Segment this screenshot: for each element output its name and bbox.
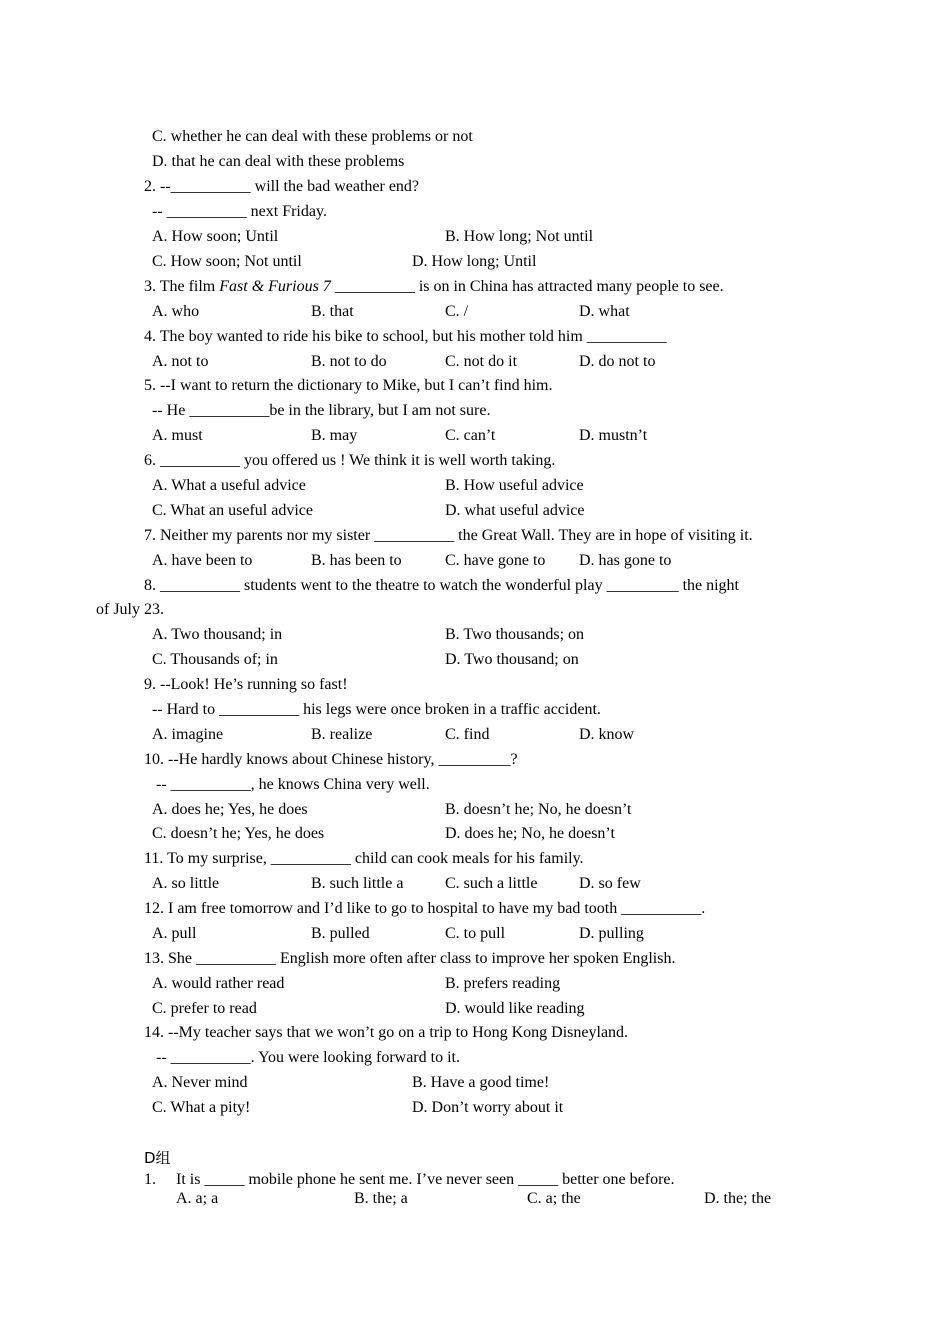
q13-option-c: C. prefer to read — [152, 1000, 257, 1017]
q12-option-c: C. to pull — [445, 925, 506, 942]
q11-option-d: D. so few — [579, 875, 641, 892]
question-9: 9. --Look! He’s running so fast! — [144, 676, 348, 693]
q9-option-a: A. imagine — [152, 726, 224, 743]
q7-option-c: C. have gone to — [445, 552, 546, 569]
q5-option-b: B. may — [311, 427, 358, 444]
q2-option-b: B. How long; Not until — [445, 228, 594, 245]
question-10: 10. --He hardly knows about Chinese history, _________? — [144, 751, 518, 768]
question-6: 6. __________ you offered us ! We think it is well worth taking. — [144, 452, 556, 469]
q9-option-d: D. know — [579, 726, 635, 743]
q5-option-d: D. mustn’t — [579, 427, 648, 444]
question-14: 14. --My teacher says that we won’t go on a trip to Hong Kong Disneyland. — [144, 1024, 629, 1041]
q8-option-b: B. Two thousands; on — [445, 626, 585, 643]
question-2-response: -- __________ next Friday. — [152, 203, 327, 220]
q12-option-b: B. pulled — [311, 925, 370, 942]
section-d-q1-option-a: A. a; a — [176, 1190, 219, 1207]
q10-option-b: B. doesn’t he; No, he doesn’t — [445, 801, 632, 818]
section-d-q1-option-b: B. the; a — [354, 1190, 408, 1207]
question-8: 8. __________ students went to the theatre to watch the wonderful play _________ the night — [144, 577, 739, 594]
option-c: C. whether he can deal with these problems or not — [152, 128, 473, 145]
q6-option-c: C. What an useful advice — [152, 502, 313, 519]
q3-suffix: __________ is on in China has attracted many people to see. — [330, 278, 724, 295]
q3-option-d: D. what — [579, 303, 630, 320]
q14-option-b: B. Have a good time! — [412, 1074, 550, 1091]
question-10-response: -- __________, he knows China very well. — [156, 776, 430, 793]
q8-option-c: C. Thousands of; in — [152, 651, 278, 668]
q8-option-a: A. Two thousand; in — [152, 626, 283, 643]
q13-option-a: A. would rather read — [152, 975, 285, 992]
section-d-q1-option-c: C. a; the — [527, 1190, 581, 1207]
question-4: 4. The boy wanted to ride his bike to school, but his mother told him __________ — [144, 328, 667, 345]
q14-option-c: C. What a pity! — [152, 1099, 251, 1116]
section-d-q1-text: It is _____ mobile phone he sent me. I’ve never seen _____ better one before. — [176, 1171, 675, 1188]
section-d-q1-option-d: D. the; the — [704, 1190, 772, 1207]
q2-option-a: A. How soon; Until — [152, 228, 279, 245]
q4-option-c: C. not do it — [445, 353, 518, 370]
question-2: 2. --__________ will the bad weather end? — [144, 178, 420, 195]
q4-option-d: D. do not to — [579, 353, 656, 370]
section-d-q1-number: 1. — [144, 1171, 156, 1188]
q7-option-b: B. has been to — [311, 552, 402, 569]
q2-option-c: C. How soon; Not until — [152, 253, 302, 270]
q10-option-a: A. does he; Yes, he does — [152, 801, 308, 818]
q3-film-title: Fast & Furious 7 — [219, 278, 331, 295]
q5-option-a: A. must — [152, 427, 203, 444]
question-3 — [144, 277, 724, 297]
q7-option-d: D. has gone to — [579, 552, 672, 569]
q13-option-b: B. prefers reading — [445, 975, 561, 992]
q6-option-a: A. What a useful advice — [152, 477, 306, 494]
q3-option-a: A. who — [152, 303, 200, 320]
q4-option-a: A. not to — [152, 353, 209, 370]
question-14-response: -- __________. You were looking forward to it. — [156, 1049, 460, 1066]
q3-option-c: C. / — [445, 303, 469, 320]
question-5: 5. --I want to return the dictionary to Mike, but I can’t find him. — [144, 377, 553, 394]
q9-option-c: C. find — [445, 726, 490, 743]
question-12: 12. I am free tomorrow and I’d like to go to hospital to have my bad tooth __________. — [144, 900, 706, 917]
question-5-response: -- He __________be in the library, but I am not sure. — [152, 402, 491, 419]
q3-option-b: B. that — [311, 303, 354, 320]
q9-option-b: B. realize — [311, 726, 373, 743]
q14-option-a: A. Never mind — [152, 1074, 248, 1091]
q3-prefix: 3. The film — [144, 278, 220, 295]
q10-option-d: D. does he; No, he doesn’t — [445, 825, 615, 842]
q12-option-a: A. pull — [152, 925, 197, 942]
q11-option-c: C. such a little — [445, 875, 538, 892]
section-d-heading: D组 — [144, 1149, 171, 1167]
q12-option-d: D. pulling — [579, 925, 644, 942]
question-9-response: -- Hard to __________ his legs were once broken in a traffic accident. — [152, 701, 601, 718]
q11-option-a: A. so little — [152, 875, 220, 892]
q14-option-d: D. Don’t worry about it — [412, 1099, 564, 1116]
q11-option-b: B. such little a — [311, 875, 404, 892]
q5-option-c: C. can’t — [445, 427, 496, 444]
question-8-continued: of July 23. — [96, 601, 164, 618]
q8-option-d: D. Two thousand; on — [445, 651, 579, 668]
q2-option-d: D. How long; Until — [412, 253, 537, 270]
q10-option-c: C. doesn’t he; Yes, he does — [152, 825, 325, 842]
q6-option-b: B. How useful advice — [445, 477, 584, 494]
q13-option-d: D. would like reading — [445, 1000, 585, 1017]
q4-option-b: B. not to do — [311, 353, 387, 370]
q7-option-a: A. have been to — [152, 552, 253, 569]
question-7: 7. Neither my parents nor my sister __________ the Great Wall. They are in hope of visiting it. — [144, 527, 753, 544]
question-11: 11. To my surprise, __________ child can cook meals for his family. — [144, 850, 584, 867]
question-13: 13. She __________ English more often after class to improve her spoken English. — [144, 950, 676, 967]
q6-option-d: D. what useful advice — [445, 502, 585, 519]
option-d: D. that he can deal with these problems — [152, 153, 405, 170]
